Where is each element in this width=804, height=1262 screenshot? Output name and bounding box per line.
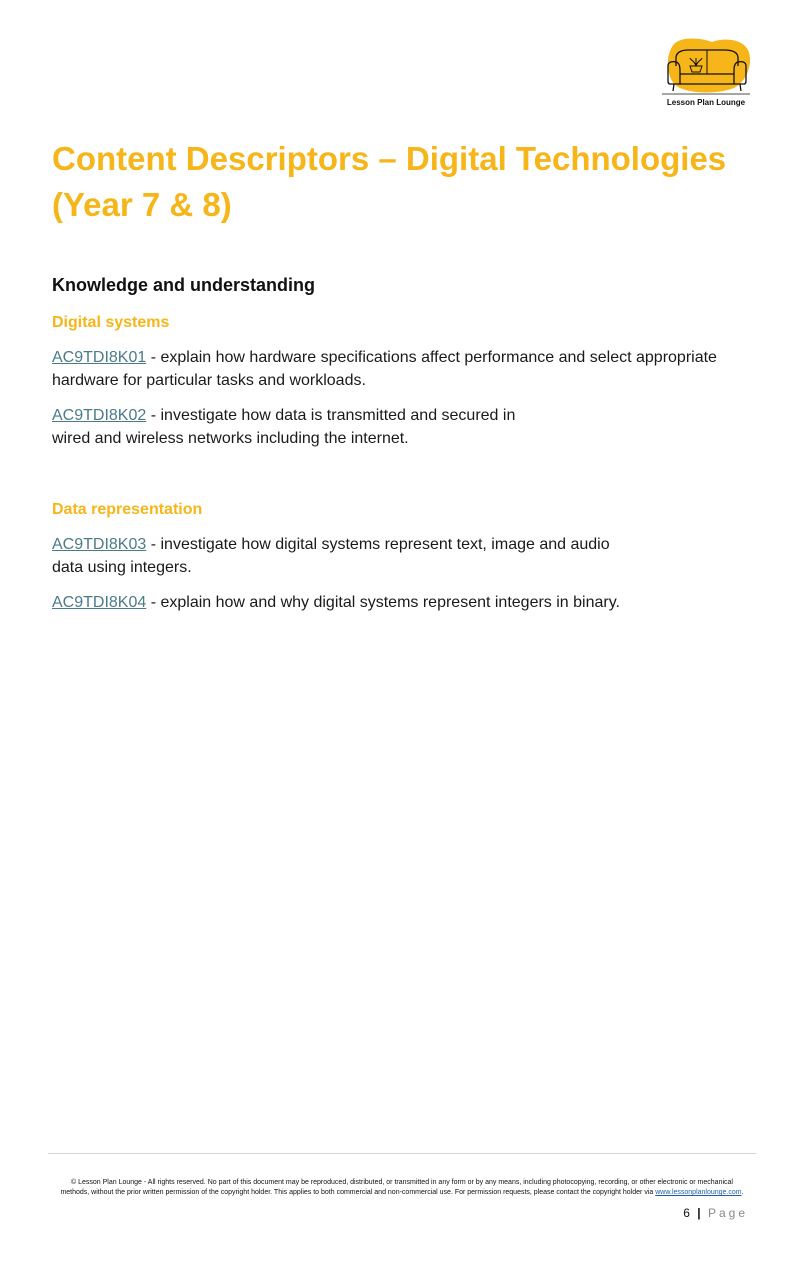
- logo-text: Lesson Plan Lounge: [666, 98, 746, 107]
- descriptor-ac9tdi8k03: [52, 533, 612, 579]
- descriptor-text: - investigate how digital systems represent text, image and audio data using integers.: [52, 536, 610, 576]
- descriptor-code-link[interactable]: AC9TDI8K04: [52, 594, 147, 611]
- logo: [660, 36, 752, 112]
- descriptor-code-link[interactable]: AC9TDI8K03: [52, 536, 147, 553]
- descriptor-text: - explain how and why digital systems represent integers in binary.: [146, 594, 620, 611]
- section-heading: Knowledge and understanding: [52, 275, 316, 295]
- copyright-end: .: [741, 1189, 744, 1196]
- footer-divider: [48, 1153, 756, 1154]
- descriptor-ac9tdi8k01: [52, 346, 752, 392]
- website-link[interactable]: www.lessonplanlounge.com: [655, 1189, 742, 1196]
- descriptor-code-link[interactable]: AC9TDI8K01: [52, 349, 147, 366]
- subheading-digital-systems: Digital systems: [52, 314, 170, 331]
- descriptor-text: - explain how hardware specifications affect performance and select appropriate hardware for particular tasks and workloads.: [52, 349, 717, 389]
- descriptor-code-link[interactable]: AC9TDI8K02: [52, 407, 147, 424]
- footer-copyright: [56, 1178, 748, 1198]
- subheading-data-representation: Data representation: [52, 501, 203, 518]
- descriptor-ac9tdi8k02: [52, 404, 542, 450]
- page-number: [683, 1206, 748, 1220]
- descriptor-text: - investigate how data is transmitted and secured in wired and wireless networks including the internet.: [52, 407, 516, 447]
- page-separator: |: [697, 1206, 702, 1220]
- sofa-logo-icon: [660, 36, 752, 98]
- page-word: Page: [707, 1206, 748, 1220]
- descriptor-ac9tdi8k04: [52, 591, 752, 614]
- copyright-text: © Lesson Plan Lounge - All rights reserved. No part of this document may be reproduced, distributed, or transmitted in any form or by any means, including photocopying, recording, or other electronic or mechanical methods, without the prior written permission of the copyright holder. This applies to both commercial and non-commercial use. For permission requests, please contact the copyright holder via: [60, 1179, 733, 1196]
- page-number-value: 6: [683, 1206, 691, 1220]
- page-title: Content Descriptors – Digital Technologies (Year 7 & 8): [52, 140, 727, 223]
